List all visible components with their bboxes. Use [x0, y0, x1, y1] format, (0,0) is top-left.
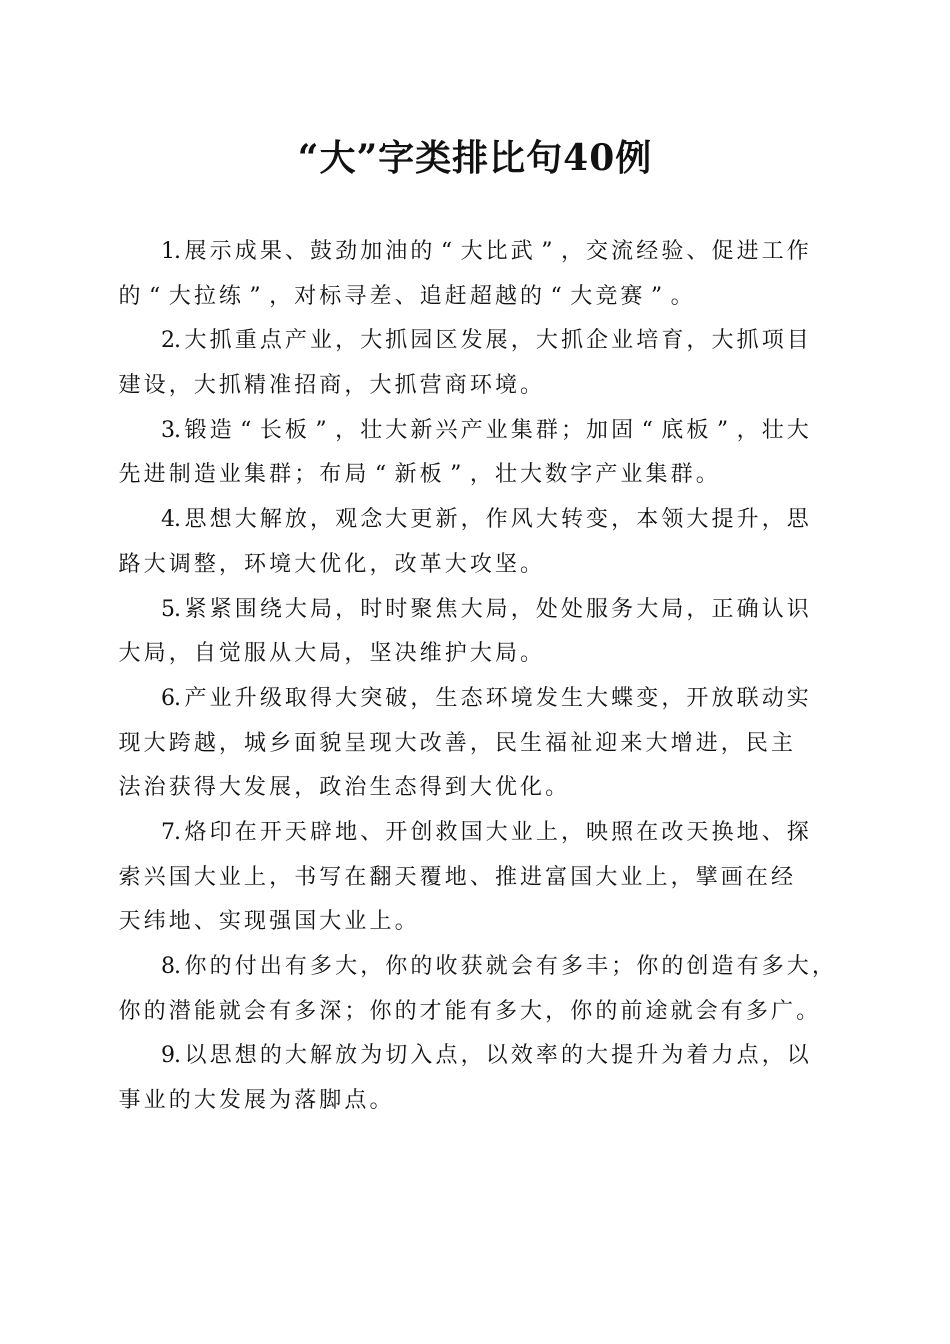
- document-title: “大”字类排比句40例: [297, 137, 653, 179]
- document-body: [117, 230, 837, 1124]
- paragraph-line: 你 的 潜 能 就 会 有 多 深 ； 你 的 才 能 有 多 大 ， 你 的 前 途 就 会 有 多 广 。: [118, 998, 819, 1024]
- paragraph-3: [117, 409, 837, 498]
- paragraph-line: 大 局 ， 自 觉 服 从 大 局 ， 坚 决 维 护 大 局 。: [118, 641, 543, 667]
- paragraph-7: [117, 811, 837, 945]
- paragraph-line: 9. 以 思 想 的 大 解 放 为 切 入 点 ， 以 效 率 的 大 提 升 为 着 力 点 ， 以: [161, 1043, 809, 1069]
- paragraph-line: 天 纬 地 、 实 现 强 国 大 业 上 。: [118, 909, 417, 935]
- paragraph-9: [117, 1034, 837, 1123]
- paragraph-8: [117, 945, 837, 1034]
- paragraph-line: 6. 产 业 升 级 取 得 大 突 破 ， 生 态 环 境 发 生 大 蝶 变 ， 开 放 联 动 实: [161, 685, 809, 711]
- paragraph-line: 7. 烙 印 在 开 天 辟 地 、 开 创 救 国 大 业 上 ， 映 照 在 改 天 换 地 、 探: [161, 819, 809, 845]
- paragraph-line: 的 “ 大 拉 练 ” ， 对 标 寻 差 、 追 赶 超 越 的 “ 大 竞 赛 ” 。: [118, 283, 693, 309]
- paragraph-line: 建 设 ， 大 抓 精 准 招 商 ， 大 抓 营 商 环 境 。: [118, 373, 543, 399]
- paragraph-line: 8. 你 的 付 出 有 多 大 ， 你 的 收 获 就 会 有 多 丰 ； 你 的 创 造 有 多 大 ，: [161, 954, 834, 979]
- paragraph-2: [117, 319, 837, 408]
- paragraph-line: 现 大 跨 越 ， 城 乡 面 貌 呈 现 大 改 善 ， 民 生 福 祉 迎 来 大 增 进 ， 民 主: [118, 730, 793, 756]
- paragraph-line: 3. 锻 造 “ 长 板 ” ， 壮 大 新 兴 产 业 集 群 ； 加 固 “ 底 板 ” ， 壮 大: [161, 417, 809, 443]
- paragraph-line: 2. 大 抓 重 点 产 业 ， 大 抓 园 区 发 展 ， 大 抓 企 业 培 育 ， 大 抓 项 目: [161, 328, 809, 354]
- paragraph-line: 事 业 的 大 发 展 为 落 脚 点 。: [118, 1088, 392, 1114]
- paragraph-5: [117, 588, 837, 677]
- paragraph-6: [117, 677, 837, 811]
- paragraph-line: 先 进 制 造 业 集 群 ； 布 局 “ 新 板 ” ， 壮 大 数 字 产 业 集 群 。: [118, 462, 718, 488]
- paragraph-4: [117, 498, 837, 587]
- paragraph-line: 路 大 调 整 ， 环 境 大 优 化 ， 改 革 大 攻 坚 。: [118, 551, 543, 577]
- paragraph-line: 索 兴 国 大 业 上 ， 书 写 在 翻 天 覆 地 、 推 进 富 国 大 业 上 ， 擘 画 在 经: [118, 864, 793, 890]
- paragraph-line: 5. 紧 紧 围 绕 大 局 ， 时 时 聚 焦 大 局 ， 处 处 服 务 大 局 ， 正 确 认 识: [161, 596, 809, 622]
- paragraph-line: 1. 展 示 成 果 、 鼓 劲 加 油 的 “ 大 比 武 ” ， 交 流 经 验 、 促 进 工 作: [161, 239, 809, 264]
- paragraph-line: 法 治 获 得 大 发 展 ， 政 治 生 态 得 到 大 优 化 。: [118, 775, 568, 801]
- paragraph-1: [117, 230, 837, 319]
- paragraph-line: 4. 思 想 大 解 放 ， 观 念 大 更 新 ， 作 风 大 转 变 ， 本 领 大 提 升 ， 思: [161, 507, 809, 533]
